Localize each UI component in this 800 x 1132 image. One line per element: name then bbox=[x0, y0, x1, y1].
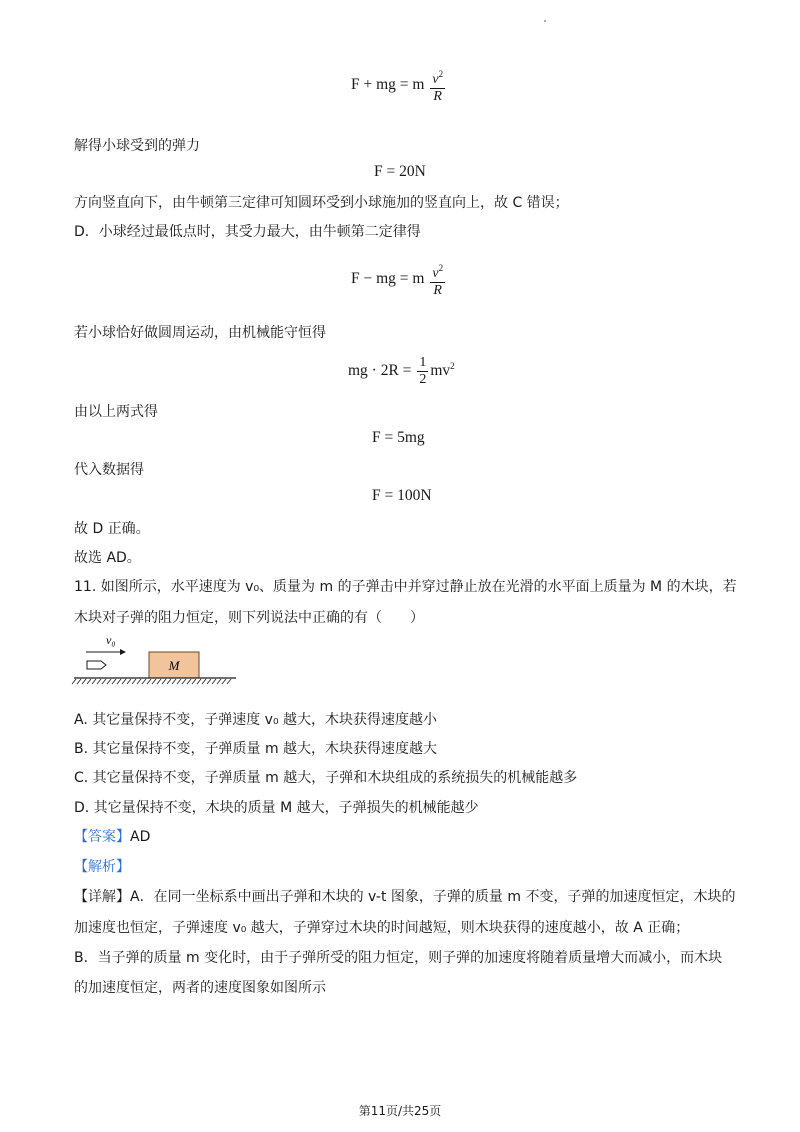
equation-2: F = 20N bbox=[374, 163, 426, 180]
bullet-icon bbox=[87, 661, 106, 669]
equation-3-numerator: v bbox=[432, 266, 439, 281]
hatch-mark bbox=[82, 679, 86, 684]
hatch-mark bbox=[122, 679, 126, 684]
analysis-tag: 【解析】 bbox=[74, 859, 130, 875]
equation-6: F = 100N bbox=[372, 487, 432, 504]
equation-4-denominator: 2 bbox=[419, 372, 427, 387]
hatch-mark bbox=[197, 679, 201, 684]
option-c: C. 其它量保持不变，子弹质量 m 越大，子弹和木块组成的系统损失的机械能越多 bbox=[74, 770, 578, 786]
hatch-mark bbox=[127, 679, 131, 684]
hatch-mark bbox=[212, 679, 216, 684]
bullet-block-figure bbox=[70, 630, 240, 690]
text-line-3: D．小球经过最低点时，其受力最大，由牛顿第二定律得 bbox=[74, 224, 421, 240]
velocity-arrow-head bbox=[120, 649, 126, 655]
detail-line-3: B．当子弹的质量 m 变化时，由于子弹所受的阻力恒定，则子弹的加速度将随着质量增大而减小，而木块 bbox=[74, 950, 723, 966]
text-line-5: 由以上两式得 bbox=[74, 404, 158, 420]
equation-3-denominator: R bbox=[433, 283, 442, 298]
equation-1-denominator: R bbox=[433, 89, 442, 104]
text-line-6: 代入数据得 bbox=[74, 462, 144, 478]
hatch-mark bbox=[117, 679, 121, 684]
hatch-mark bbox=[142, 679, 146, 684]
option-b: B. 其它量保持不变，子弹质量 m 越大，木块获得速度越大 bbox=[74, 741, 438, 757]
equation-4-fraction bbox=[417, 355, 428, 388]
hatch-mark bbox=[112, 679, 116, 684]
question-11-line-1: 11. 如图所示，水平速度为 v₀、质量为 m 的子弹击中并穿过静止放在光滑的水平面上质量为 M 的木块，若 bbox=[74, 579, 737, 595]
hatch-mark bbox=[152, 679, 156, 684]
hatch-mark bbox=[137, 679, 141, 684]
equation-5: F = 5mg bbox=[372, 429, 425, 446]
hatch-mark bbox=[177, 679, 181, 684]
option-d: D. 其它量保持不变，木块的质量 M 越大，子弹损失的机械能越少 bbox=[74, 800, 479, 816]
hatch-mark bbox=[92, 679, 96, 684]
scan-dot bbox=[544, 20, 546, 22]
hatch-mark bbox=[167, 679, 171, 684]
equation-1 bbox=[351, 66, 447, 105]
hatch-mark bbox=[207, 679, 211, 684]
text-line-1: 解得小球受到的弹力 bbox=[74, 138, 200, 154]
text-line-7: 故 D 正确。 bbox=[74, 521, 150, 537]
hatch-mark bbox=[147, 679, 151, 684]
hatch-mark bbox=[162, 679, 166, 684]
detail-line-2: 加速度也恒定，子弹速度 v₀ 越大，子弹穿过木块的时间越短，则木块获得的速度越小，故 A 正确； bbox=[74, 920, 690, 936]
hatch-mark bbox=[87, 679, 91, 684]
hatch-mark bbox=[222, 679, 226, 684]
block-label: M bbox=[168, 658, 180, 673]
text-line-4: 若小球恰好做圆周运动，由机械能守恒得 bbox=[74, 325, 326, 341]
hatch-mark bbox=[157, 679, 161, 684]
detail-line-4: 的加速度恒定，两者的速度图象如图所示 bbox=[74, 980, 326, 996]
hatch-mark bbox=[192, 679, 196, 684]
hatch-mark bbox=[107, 679, 111, 684]
option-a: A. 其它量保持不变，子弹速度 v₀ 越大，木块获得速度越小 bbox=[74, 712, 438, 728]
equation-1-numerator: v bbox=[432, 72, 439, 87]
answer-line bbox=[74, 827, 150, 847]
equation-3-lhs: F − mg = m bbox=[351, 270, 425, 288]
hatch-mark bbox=[217, 679, 221, 684]
velocity-label: v₀ bbox=[106, 633, 116, 647]
question-11-line-2: 木块对子弹的阻力恒定，则下列说法中正确的有（ ） bbox=[74, 610, 424, 626]
equation-4: mg · 2R = $\frac{1}{2}$ $mv^2$ bbox=[348, 355, 455, 387]
equation-1-fraction: $\frac{v^2}{R}$ bbox=[430, 66, 445, 105]
equation-3-fraction: $\frac{v^2}{R}$ bbox=[430, 260, 445, 299]
ground-hatching bbox=[72, 679, 231, 684]
hatch-mark bbox=[97, 679, 101, 684]
hatch-mark bbox=[102, 679, 106, 684]
detail-line-1: 【详解】A．在同一坐标系中画出子弹和木块的 v-t 图象，子弹的质量 m 不变，子弹的加速度恒定，木块的 bbox=[74, 889, 736, 905]
equation-4-numerator: 1 bbox=[419, 355, 427, 370]
equation-4-lhs: mg · 2R = bbox=[348, 362, 412, 380]
text-line-2: 方向竖直向下，由牛顿第三定律可知圆环受到小球施加的竖直向上，故 C 错误； bbox=[74, 195, 569, 211]
hatch-mark bbox=[202, 679, 206, 684]
equation-1-lhs: F + mg = m bbox=[351, 76, 425, 94]
hatch-mark bbox=[132, 679, 136, 684]
page-footer: 第11页/共25页 bbox=[358, 1104, 442, 1118]
hatch-mark bbox=[182, 679, 186, 684]
equation-3 bbox=[351, 260, 447, 299]
equation-4-rhs: mv bbox=[430, 362, 451, 380]
hatch-mark bbox=[72, 679, 76, 684]
hatch-mark bbox=[77, 679, 81, 684]
hatch-mark bbox=[172, 679, 176, 684]
answer-value: AD bbox=[130, 829, 151, 845]
hatch-mark bbox=[227, 679, 231, 684]
hatch-mark bbox=[187, 679, 191, 684]
text-line-8: 故选 AD。 bbox=[74, 550, 141, 566]
answer-tag: 【答案】 bbox=[74, 829, 130, 845]
analysis-line bbox=[74, 857, 130, 877]
